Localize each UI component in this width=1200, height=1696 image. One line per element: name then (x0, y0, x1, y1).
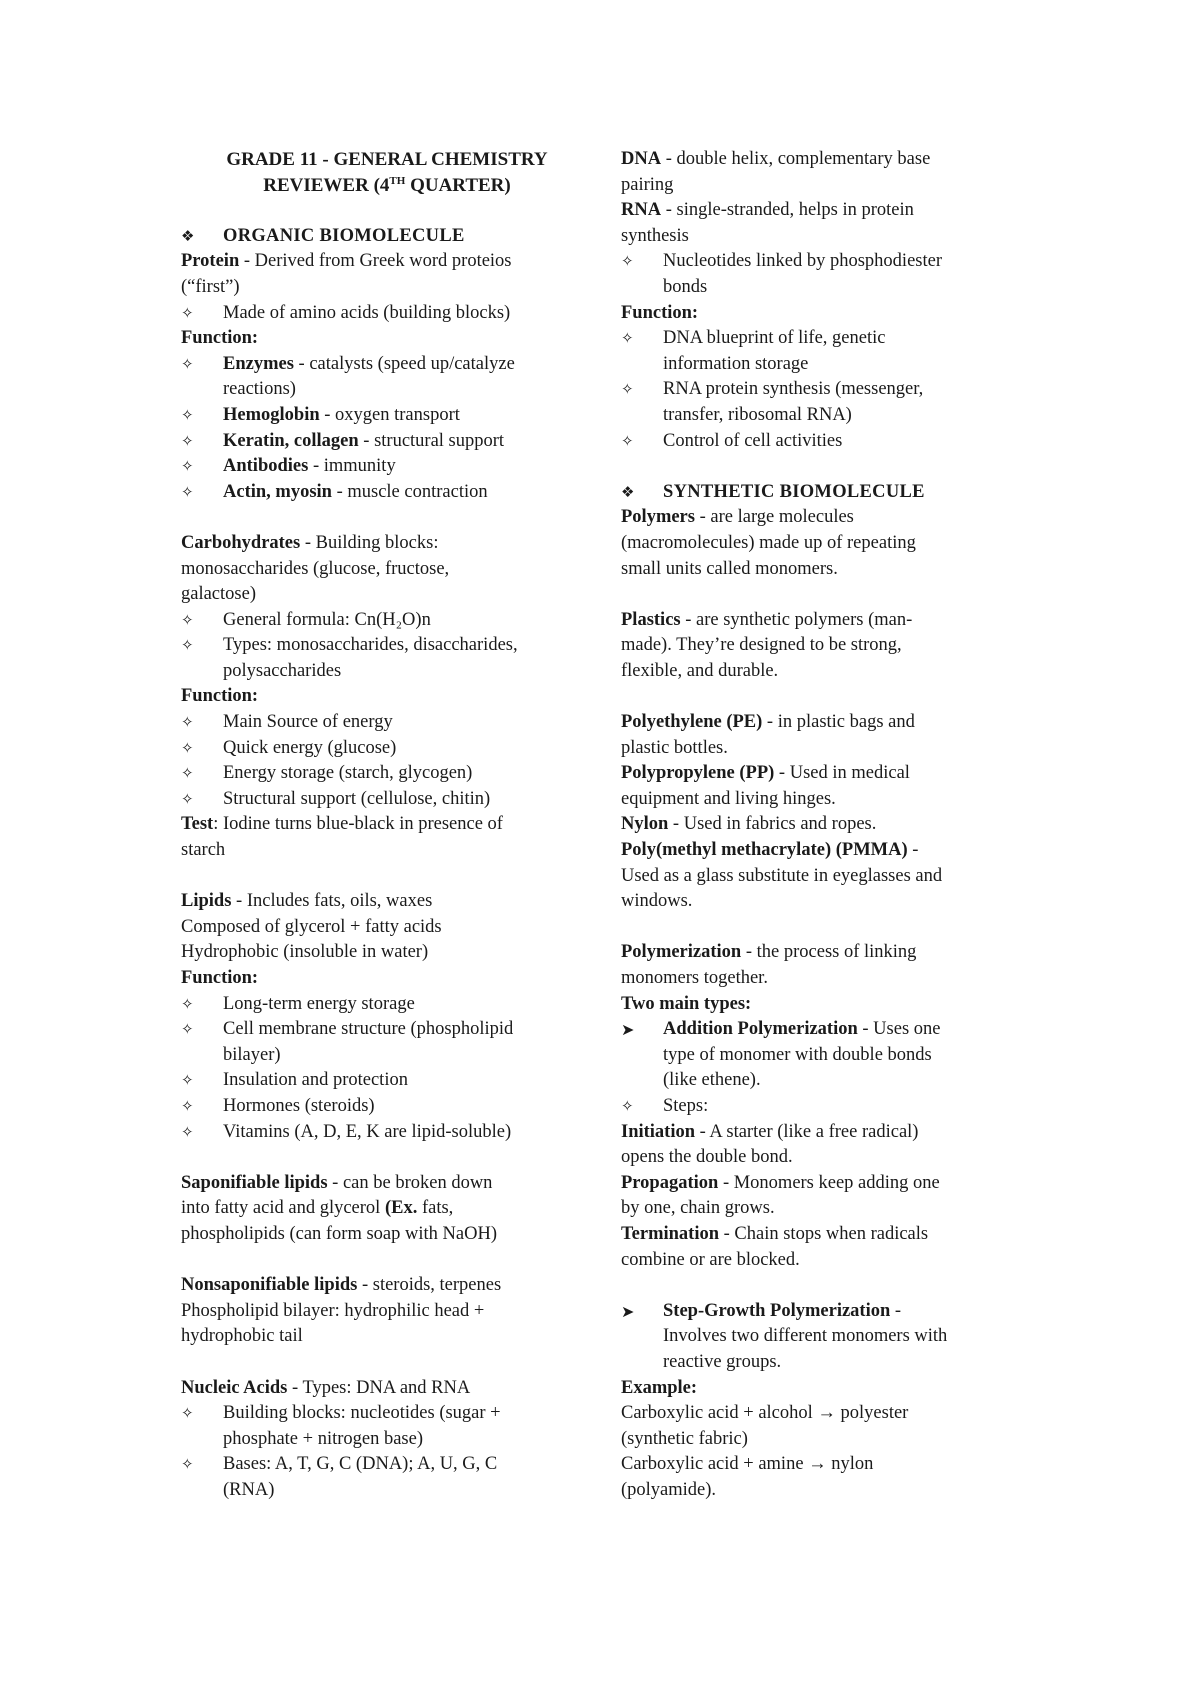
nylon-definition (621, 812, 1021, 838)
nylon-term: Nylon (621, 814, 669, 835)
example-line: Carboxylic acid + amine → nylon (621, 1454, 874, 1475)
star-bullet-icon: ✧ (181, 1455, 194, 1474)
plastics-term: Plastics (621, 609, 681, 630)
list-item-text: bilayer) (223, 1044, 281, 1065)
dna-desc-cont: pairing (621, 174, 674, 195)
star-bullet-icon: ✧ (181, 713, 194, 732)
carbohydrates-desc-cont: galactose) (181, 584, 256, 605)
dna-desc: - double helix, complementary base (661, 149, 931, 169)
list-item (181, 429, 593, 455)
nonsaponifiable-desc: - steroids, terpenes (357, 1275, 502, 1296)
function-label: Function: (621, 302, 699, 323)
list-item-text: Main Source of energy (223, 712, 393, 733)
star-bullet-icon: ✧ (621, 252, 634, 271)
protein-desc-cont: (“first”) (181, 276, 240, 297)
title-line-2-text: REVIEWER (4 (263, 174, 390, 196)
addition-line: (like ethene). (663, 1070, 761, 1091)
list-item-text: Bases: A, T, G, C (DNA); A, U, G, C (223, 1454, 498, 1475)
termination-line: combine or are blocked. (621, 1249, 800, 1270)
star-bullet-icon: ✧ (621, 329, 634, 348)
test-term: Test (181, 814, 214, 835)
nonsaponifiable-line: Phospholipid bilayer: hydrophilic head + (181, 1300, 485, 1321)
addition-polymerization (621, 1017, 1021, 1094)
plastics-line: made). They’re designed to be strong, (621, 635, 902, 656)
nonsaponifiable-definition (181, 1273, 593, 1299)
polymers-line: (macromolecules) made up of repeating (621, 532, 916, 553)
star-bullet-icon: ✧ (181, 1071, 194, 1090)
polymers-line: small units called monomers. (621, 558, 838, 579)
pe-definition (621, 710, 1021, 736)
step-growth-desc: - (890, 1300, 902, 1321)
saponifiable-term: Saponifiable lipids (181, 1172, 328, 1193)
list-item-text: Building blocks: nucleotides (sugar + (223, 1403, 501, 1424)
star-bullet-icon: ✧ (181, 610, 194, 629)
star-bullet-icon: ✧ (181, 738, 194, 757)
star-bullet-icon: ✧ (181, 636, 194, 655)
dna-definition (621, 147, 1021, 173)
list-item-text: phosphate + nitrogen base) (223, 1428, 424, 1449)
two-types-label: Two main types: (621, 993, 752, 1014)
list-item-text: Energy storage (starch, glycogen) (223, 763, 473, 784)
pe-term: Polyethylene (PE) (621, 712, 763, 733)
star-bullet-icon: ✧ (181, 482, 194, 501)
carbohydrates-desc: - Building blocks: (300, 532, 439, 553)
list-item (181, 710, 593, 736)
initiation-definition (621, 1120, 1021, 1146)
addition-line: type of monomer with double bonds (663, 1044, 932, 1065)
list-item (181, 1452, 593, 1503)
propagation-term: Propagation (621, 1172, 719, 1193)
function-term: Keratin, collagen (223, 430, 359, 451)
nonsaponifiable-line: hydrophobic tail (181, 1326, 303, 1347)
title-line-2-end: QUARTER) (405, 174, 511, 196)
left-column (181, 147, 593, 1503)
test-line (181, 812, 593, 838)
function-desc-cont: reactions) (223, 379, 296, 400)
lipids-definition (181, 889, 593, 915)
polymerization-term: Polymerization (621, 942, 742, 963)
star-bullet-icon: ✧ (181, 789, 194, 808)
function-desc: - oxygen transport (319, 404, 460, 425)
saponifiable-line: phospholipids (can form soap with NaOH) (181, 1223, 497, 1244)
carbohydrates-definition (181, 531, 593, 557)
pp-term: Polypropylene (PP) (621, 763, 775, 784)
saponifiable-example-label: (Ex. (384, 1198, 418, 1219)
list-item (181, 454, 593, 480)
termination-definition (621, 1222, 1021, 1248)
pe-desc: - in plastic bags and (762, 712, 915, 733)
function-term: Actin, myosin (223, 481, 332, 502)
organic-heading (181, 224, 593, 250)
list-item (181, 1068, 593, 1094)
star-bullet-icon: ✧ (181, 457, 194, 476)
nylon-desc: - Used in fabrics and ropes. (668, 814, 877, 835)
function-desc: - structural support (358, 430, 505, 451)
list-item (181, 403, 593, 429)
carbohydrates-term: Carbohydrates (181, 532, 301, 553)
polymerization-line: monomers together. (621, 968, 768, 988)
list-item-text: Quick energy (glucose) (223, 737, 397, 758)
list-item-text: General formula: Cn(H₂O)n (223, 609, 431, 630)
function-term: Enzymes (223, 353, 294, 374)
list-item (181, 1094, 593, 1120)
step-growth-polymerization (621, 1299, 1021, 1376)
star-bullet-icon: ✧ (181, 764, 194, 783)
list-item-text: transfer, ribosomal RNA) (663, 404, 852, 425)
list-item (181, 608, 593, 634)
diamond-bullet-icon: ❖ (181, 226, 195, 245)
function-label: Function: (181, 328, 259, 349)
saponifiable-definition (181, 1171, 593, 1197)
list-item-text: Insulation and protection (223, 1070, 408, 1091)
polymerization-definition (621, 940, 1021, 966)
list-item-text: RNA protein synthesis (messenger, (663, 379, 924, 400)
lipids-line: Hydrophobic (insoluble in water) (181, 942, 429, 963)
star-bullet-icon: ✧ (181, 405, 194, 424)
pmma-line: windows. (621, 891, 693, 912)
propagation-desc: - Monomers keep adding one (718, 1172, 940, 1193)
list-item-text: Hormones (steroids) (223, 1095, 375, 1116)
saponifiable-text: into fatty acid and glycerol (181, 1198, 385, 1219)
list-item (621, 377, 1021, 428)
list-item (181, 992, 593, 1018)
right-column (621, 147, 1021, 1503)
saponifiable-line (181, 1196, 593, 1222)
dna-term: DNA (621, 149, 662, 169)
protein-definition (181, 249, 593, 275)
star-bullet-icon: ✧ (181, 1122, 194, 1141)
function-desc: - muscle contraction (331, 481, 488, 502)
polymers-definition (621, 505, 1021, 531)
addition-term: Addition Polymerization (663, 1019, 858, 1040)
saponifiable-text: fats, (417, 1198, 454, 1219)
plastics-desc: - are synthetic polymers (man- (680, 609, 913, 630)
star-bullet-icon: ✧ (181, 1096, 194, 1115)
list-item-text: Vitamins (A, D, E, K are lipid-soluble) (223, 1121, 512, 1142)
rna-definition (621, 198, 1021, 224)
rna-desc: - single-stranded, helps in protein (661, 200, 914, 221)
lipids-desc: - Includes fats, oils, waxes (231, 891, 433, 912)
title-line-1: GRADE 11 - GENERAL CHEMISTRY (226, 149, 548, 170)
list-item-text: DNA blueprint of life, genetic (663, 328, 886, 349)
protein-desc: - Derived from Greek word proteios (239, 251, 512, 272)
list-item-text: polysaccharides (223, 660, 342, 681)
test-desc-cont: starch (181, 840, 226, 861)
list-item (181, 480, 593, 506)
synthetic-heading (621, 480, 1021, 506)
list-item-text: Control of cell activities (663, 430, 843, 451)
example-label: Example: (621, 1377, 698, 1398)
protein-bullet (181, 301, 593, 327)
example-line: (polyamide). (621, 1479, 717, 1500)
list-item-text: Nucleotides linked by phosphodiester (663, 251, 942, 272)
list-item (181, 1120, 593, 1146)
rna-term: RNA (621, 200, 662, 221)
star-bullet-icon: ✧ (621, 1096, 634, 1115)
steps-label: Steps: (663, 1095, 709, 1116)
list-item (181, 787, 593, 813)
function-label: Function: (181, 686, 259, 707)
synthetic-heading-text: SYNTHETIC BIOMOLECULE (663, 481, 925, 502)
list-item (181, 761, 593, 787)
list-item (181, 1401, 593, 1452)
pe-line: plastic bottles. (621, 737, 728, 758)
star-bullet-icon: ✧ (181, 303, 194, 322)
list-item (621, 1094, 1021, 1120)
initiation-desc: - A starter (like a free radical) (695, 1121, 919, 1142)
star-bullet-icon: ✧ (181, 1020, 194, 1039)
pp-desc: - Used in medical (774, 763, 910, 784)
termination-desc: - Chain stops when radicals (719, 1223, 929, 1244)
title-superscript: TH (389, 174, 406, 187)
pp-line: equipment and living hinges. (621, 788, 836, 809)
star-bullet-icon: ✧ (621, 380, 634, 399)
list-item-text: Long-term energy storage (223, 993, 415, 1014)
arrow-bullet-icon: ➤ (621, 1020, 635, 1040)
arrow-bullet-icon: ➤ (621, 1301, 635, 1321)
star-bullet-icon: ✧ (181, 431, 194, 450)
list-item-text: Types: monosaccharides, disaccharides, (223, 635, 518, 656)
list-item-text: (RNA) (223, 1479, 275, 1500)
nonsaponifiable-term: Nonsaponifiable lipids (181, 1275, 358, 1296)
function-desc: - immunity (308, 456, 396, 477)
propagation-line: by one, chain grows. (621, 1198, 775, 1219)
initiation-line: opens the double bond. (621, 1147, 793, 1168)
pmma-definition (621, 838, 1021, 864)
star-bullet-icon: ✧ (181, 994, 194, 1013)
nucleic-acids-definition (181, 1376, 593, 1402)
test-desc: : Iodine turns blue-black in presence of (213, 814, 503, 835)
list-item (621, 249, 1021, 300)
step-growth-line: Involves two different monomers with (663, 1326, 948, 1347)
list-item (621, 429, 1021, 455)
step-growth-line: reactive groups. (663, 1351, 782, 1372)
star-bullet-icon: ✧ (181, 354, 194, 373)
protein-bullet-text: Made of amino acids (building blocks) (223, 302, 511, 323)
function-term: Antibodies (223, 456, 309, 477)
pp-definition (621, 761, 1021, 787)
lipids-term: Lipids (181, 891, 232, 912)
list-item (621, 326, 1021, 377)
title-line-2 (181, 173, 593, 199)
plastics-definition (621, 608, 1021, 634)
list-item-text: information storage (663, 353, 809, 374)
carbohydrates-desc-cont: monosaccharides (glucose, fructose, (181, 558, 450, 579)
diamond-bullet-icon: ❖ (621, 482, 635, 501)
rna-desc-cont: synthesis (621, 225, 689, 246)
function-desc: - catalysts (speed up/catalyze (293, 353, 515, 374)
example-line: Carboxylic acid + alcohol → polyester (621, 1403, 909, 1424)
star-bullet-icon: ✧ (181, 1404, 194, 1423)
list-item-text: Cell membrane structure (phospholipid (223, 1019, 514, 1040)
plastics-line: flexible, and durable. (621, 660, 779, 681)
addition-desc: - Uses one (857, 1019, 941, 1040)
pmma-term: Poly(methyl methacrylate) (PMMA) (621, 840, 908, 861)
polymerization-desc: - the process of linking (741, 942, 917, 963)
step-growth-term: Step-Growth Polymerization (663, 1300, 891, 1321)
list-item (181, 736, 593, 762)
list-item (181, 633, 593, 684)
polymers-term: Polymers (621, 507, 695, 528)
organic-heading-text: ORGANIC BIOMOLECULE (223, 225, 465, 246)
list-item-text: bonds (663, 276, 708, 297)
propagation-definition (621, 1171, 1021, 1197)
lipids-line: Composed of glycerol + fatty acids (181, 916, 442, 937)
termination-term: Termination (621, 1223, 719, 1244)
polymers-desc: - are large molecules (694, 507, 854, 528)
nucleic-acids-term: Nucleic Acids (181, 1377, 288, 1398)
list-item (181, 1017, 593, 1068)
nucleic-acids-desc: - Types: DNA and RNA (287, 1377, 471, 1398)
pmma-desc: - (907, 840, 919, 861)
pmma-line: Used as a glass substitute in eyeglasses and (621, 865, 943, 886)
initiation-term: Initiation (621, 1121, 696, 1142)
saponifiable-desc: - can be broken down (327, 1172, 493, 1193)
example-line: (synthetic fabric) (621, 1428, 748, 1449)
star-bullet-icon: ✧ (621, 431, 634, 450)
document-title (181, 147, 593, 198)
list-item (181, 352, 593, 403)
function-label: Function: (181, 968, 259, 988)
function-term: Hemoglobin (223, 404, 320, 425)
protein-term: Protein (181, 251, 240, 272)
list-item-text: Structural support (cellulose, chitin) (223, 788, 491, 809)
